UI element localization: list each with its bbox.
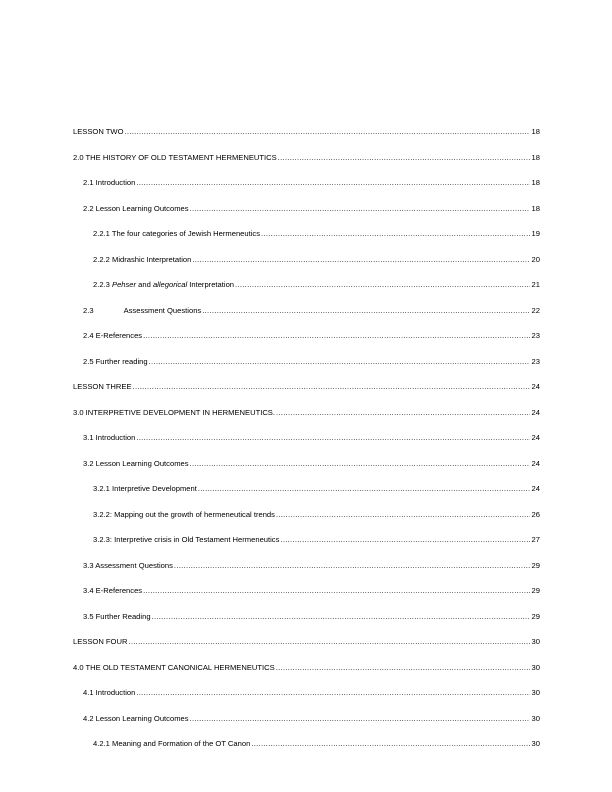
toc-entry[interactable] bbox=[73, 331, 540, 357]
table-of-contents bbox=[73, 127, 540, 765]
toc-entry[interactable] bbox=[73, 408, 540, 434]
dot-leader bbox=[278, 153, 530, 162]
toc-page: 30 bbox=[531, 637, 540, 646]
title-part-italic: Pehser bbox=[112, 280, 137, 289]
toc-title: 3.2.2: Mapping out the growth of hermeneutical trends bbox=[93, 509, 275, 519]
toc-entry[interactable] bbox=[73, 178, 540, 204]
toc-page: 24 bbox=[531, 382, 540, 391]
dot-leader bbox=[136, 178, 530, 187]
dot-leader bbox=[190, 714, 530, 723]
toc-page: 29 bbox=[531, 611, 540, 621]
toc-title: LESSON FOUR bbox=[73, 637, 128, 646]
dot-leader bbox=[125, 127, 531, 136]
toc-entry[interactable] bbox=[73, 433, 540, 459]
toc-page: 19 bbox=[531, 229, 540, 238]
toc-entry[interactable] bbox=[73, 382, 540, 408]
dot-leader bbox=[251, 739, 530, 748]
toc-title bbox=[93, 280, 234, 289]
toc-page: 29 bbox=[531, 560, 540, 570]
toc-title: 4.1 Introduction bbox=[83, 688, 136, 697]
toc-entry[interactable] bbox=[73, 280, 540, 306]
toc-title: 3.2.1 Interpretive Development bbox=[93, 484, 197, 493]
toc-title: 3.5 Further Reading bbox=[83, 611, 151, 621]
dot-leader bbox=[136, 688, 530, 697]
dot-leader bbox=[261, 229, 530, 238]
dot-leader bbox=[198, 484, 530, 493]
toc-page: 24 bbox=[531, 407, 540, 417]
toc-title: 2.0 THE HISTORY OF OLD TESTAMENT HERMENEUTICS bbox=[73, 152, 277, 162]
toc-title: LESSON TWO bbox=[73, 127, 124, 136]
dot-leader bbox=[190, 204, 530, 213]
toc-page: 24 bbox=[531, 433, 540, 442]
title-part-italic: allegorical bbox=[152, 280, 188, 289]
toc-title: 3.2 Lesson Learning Outcomes bbox=[83, 458, 189, 468]
toc-page: 27 bbox=[531, 535, 540, 544]
toc-entry[interactable] bbox=[73, 612, 540, 638]
toc-title: 4.0 THE OLD TESTAMENT CANONICAL HERMENEUTICS bbox=[73, 662, 275, 672]
toc-title: 3.2.3: Interpretive crisis in Old Testament Hermeneutics bbox=[93, 535, 280, 544]
dot-leader bbox=[202, 306, 530, 315]
toc-page: 18 bbox=[531, 152, 540, 162]
toc-entry[interactable] bbox=[73, 204, 540, 230]
dot-leader bbox=[235, 280, 530, 289]
toc-entry[interactable] bbox=[73, 561, 540, 587]
toc-page: 24 bbox=[531, 484, 540, 493]
toc-entry[interactable] bbox=[73, 306, 540, 332]
dot-leader bbox=[149, 357, 530, 366]
toc-entry[interactable] bbox=[73, 357, 540, 383]
toc-entry[interactable] bbox=[73, 586, 540, 612]
toc-entry[interactable] bbox=[73, 459, 540, 485]
toc-page: 23 bbox=[531, 331, 540, 340]
toc-page: 21 bbox=[531, 280, 540, 289]
toc-entry[interactable] bbox=[73, 510, 540, 536]
toc-entry[interactable] bbox=[73, 127, 540, 153]
title-part: Interpretation bbox=[187, 280, 235, 289]
toc-page: 30 bbox=[531, 739, 540, 748]
toc-entry[interactable] bbox=[73, 535, 540, 561]
toc-page: 18 bbox=[531, 127, 540, 136]
toc-title: 2.2.1 The four categories of Jewish Hermeneutics bbox=[93, 229, 261, 238]
dot-leader bbox=[192, 255, 530, 264]
toc-entry[interactable] bbox=[73, 229, 540, 255]
dot-leader bbox=[143, 331, 530, 340]
toc-title: 3.1 Introduction bbox=[83, 433, 136, 442]
toc-title: 2.2 Lesson Learning Outcomes bbox=[83, 203, 189, 213]
toc-page: 24 bbox=[531, 458, 540, 468]
toc-title: 2.1 Introduction bbox=[83, 178, 136, 187]
toc-title: 2.2.2 Midrashic Interpretation bbox=[93, 254, 192, 264]
toc-entry[interactable] bbox=[73, 255, 540, 281]
toc-entry[interactable] bbox=[73, 637, 540, 663]
title-part: and bbox=[136, 280, 153, 289]
toc-title: 2.5 Further reading bbox=[83, 356, 148, 366]
dot-leader bbox=[276, 510, 530, 519]
toc-page: 26 bbox=[531, 509, 540, 519]
toc-title: 4.2 Lesson Learning Outcomes bbox=[83, 713, 189, 723]
toc-page: 18 bbox=[531, 203, 540, 213]
toc-page: 23 bbox=[531, 356, 540, 366]
toc-page: 30 bbox=[531, 662, 540, 672]
toc-page: 29 bbox=[531, 586, 540, 595]
toc-title: LESSON THREE bbox=[73, 382, 132, 391]
toc-entry[interactable] bbox=[73, 484, 540, 510]
toc-title: 4.2.1 Meaning and Formation of the OT Canon bbox=[93, 739, 251, 748]
dot-leader bbox=[280, 535, 530, 544]
dot-leader bbox=[128, 637, 530, 646]
toc-title: 3.4 E-References bbox=[83, 586, 143, 595]
toc-entry[interactable] bbox=[73, 688, 540, 714]
toc-title: 3.0 INTERPRETIVE DEVELOPMENT IN HERMENEUTICS. bbox=[73, 407, 275, 417]
toc-page: 22 bbox=[531, 305, 540, 315]
toc-title: Assessment Questions bbox=[123, 305, 202, 315]
toc-page: 30 bbox=[531, 713, 540, 723]
toc-entry[interactable] bbox=[73, 663, 540, 689]
toc-page: 20 bbox=[531, 254, 540, 264]
dot-leader bbox=[143, 586, 530, 595]
toc-number: 2.3 bbox=[83, 305, 94, 315]
dot-leader bbox=[152, 612, 530, 621]
dot-leader bbox=[190, 459, 530, 468]
dot-leader bbox=[276, 663, 530, 672]
dot-leader bbox=[276, 408, 530, 417]
title-part: 2.2.3 bbox=[93, 280, 112, 289]
toc-title: 3.3 Assessment Questions bbox=[83, 560, 173, 570]
dot-leader bbox=[174, 561, 530, 570]
toc-page: 18 bbox=[531, 178, 540, 187]
toc-page: 30 bbox=[531, 688, 540, 697]
toc-entry[interactable] bbox=[73, 714, 540, 740]
toc-entry[interactable] bbox=[73, 739, 540, 765]
toc-entry[interactable] bbox=[73, 153, 540, 179]
toc-title: 2.4 E-References bbox=[83, 331, 143, 340]
dot-leader bbox=[133, 382, 530, 391]
dot-leader bbox=[136, 433, 530, 442]
